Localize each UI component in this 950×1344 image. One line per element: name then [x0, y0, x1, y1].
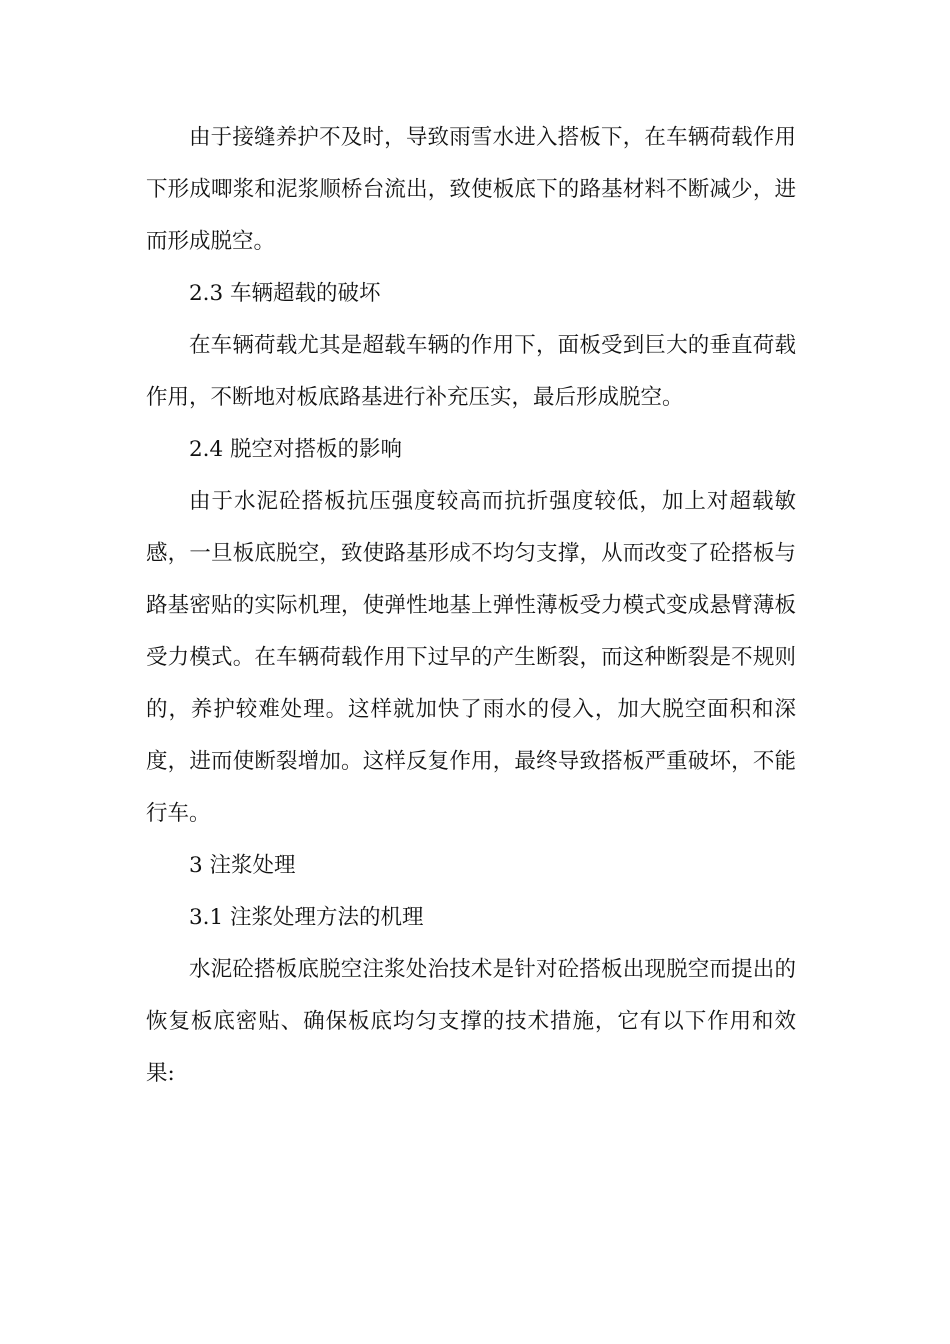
- body-paragraph: 由于水泥砼搭板抗压强度较高而抗折强度较低，加上对超载敏感，一旦板底脱空，致使路基形成不均匀支撑，从而改变了砼搭板与路基密贴的实际机理，使弹性地基上弹性薄板受力模式变成悬臂薄板受力模式。在车辆荷载作用下过早的产生断裂，而这种断裂是不规则的，养护较难处理。这样就加快了雨水的侵入，加大脱空面积和深度，进而使断裂增加。这样反复作用，最终导致搭板严重破坏，不能行车。: [146, 489, 796, 826]
- section-heading: 3.1 注浆处理方法的机理: [189, 905, 424, 930]
- section-heading: 2.4 脱空对搭板的影响: [189, 437, 403, 462]
- body-paragraph: 由于接缝养护不及时，导致雨雪水进入搭板下，在车辆荷载作用下形成唧浆和泥浆顺桥台流出，致使板底下的路基材料不断减少，进而形成脱空。: [146, 125, 796, 254]
- body-paragraph: 水泥砼搭板底脱空注浆处治技术是针对砼搭板出现脱空而提出的恢复板底密贴、确保板底均匀支撑的技术措施，它有以下作用和效果:: [146, 957, 796, 1086]
- body-paragraph: 在车辆荷载尤其是超载车辆的作用下，面板受到巨大的垂直荷载作用，不断地对板底路基进行补充压实，最后形成脱空。: [146, 333, 796, 410]
- document-body: [146, 112, 796, 1100]
- section-heading: 3 注浆处理: [189, 853, 296, 878]
- section-heading: 2.3 车辆超载的破坏: [189, 281, 381, 306]
